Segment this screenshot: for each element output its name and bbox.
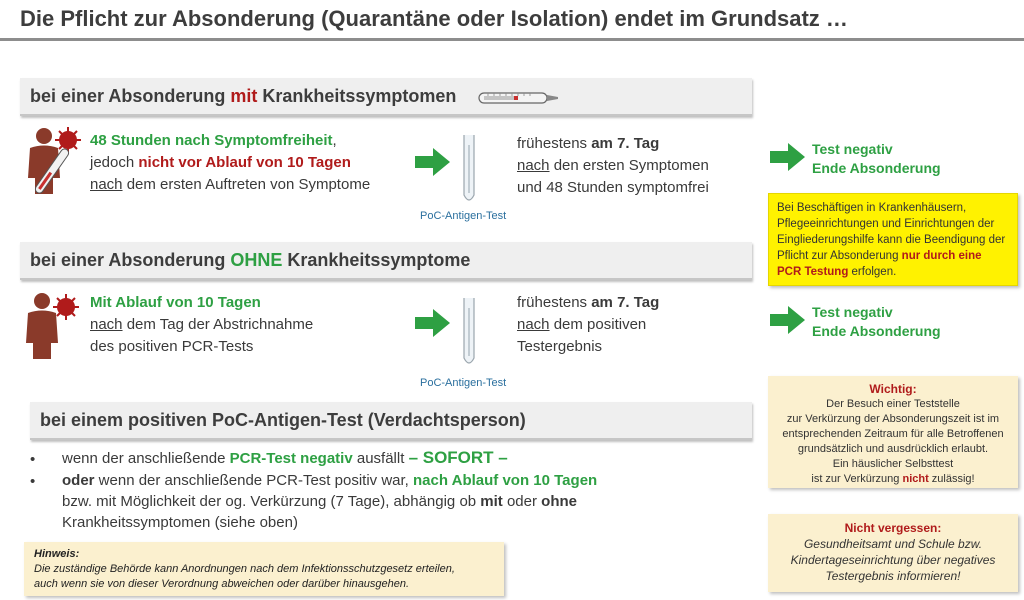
heading-post: Krankheitssymptome [282,250,471,270]
s2-right3: Testergebnis [517,338,603,355]
arrow-right-icon [770,305,806,335]
section-heading-poc-positive: bei einem positiven PoC-Antigen-Test (Verdachtsperson) [30,402,752,440]
s2-right2-underline: nach [517,316,550,333]
s2-line2 [90,314,313,336]
s3-b2-l2-pre: bzw. mit Möglichkeit der og. Verkürzung (7 Tage), abhängig ob [62,493,481,510]
forget-note-head: Nicht vergessen: [844,521,942,535]
s3-b2-l2-mit: mit [480,493,503,510]
s1-right3: und 48 Stunden symptomfrei [517,179,709,196]
yellow-note-tail: erfolgen. [848,266,897,278]
s3-bullet2 [62,470,597,492]
s1-line2-red: nicht vor Ablauf von 10 Tagen [138,154,351,171]
s2-result-ende: Ende Absonderung [812,323,941,339]
sick-person-icon [22,291,82,361]
hint-note-line: Die zuständige Behörde kann Anordnungen nach dem Infektionsschutzgesetz erteilen, [34,563,455,575]
s3-b1-green: PCR-Test negativ [229,450,353,467]
heading-post: Krankheitssymptomen [257,86,457,106]
s1-right2-underline: nach [517,157,550,174]
title-divider [0,38,1024,41]
s2-line2-underline: nach [90,316,123,333]
s1-line3-underline: nach [90,176,123,193]
sick-person-thermometer-icon [22,126,84,196]
important-note [768,376,1018,488]
s2-line1 [90,292,261,314]
heading-em: OHNE [230,250,283,270]
s3-b1-pre: wenn der anschließende [62,450,230,467]
important-note-line [774,472,1012,487]
bullet-dot: • [30,451,36,468]
s2-line2-rest: dem Tag der Abstrichnahme [122,316,314,333]
s1-result-ende: Ende Absonderung [812,160,941,176]
arrow-right-icon [415,308,451,338]
important-note-line: entsprechenden Zeitraum für alle Betroffenen [782,428,1004,440]
s2-right1-bold: am 7. Tag [591,294,660,311]
important-note-line: Der Besuch einer Teststelle [826,398,960,410]
s3-b2-green: nach Ablauf von 10 Tagen [413,472,598,489]
s3-bullet2-line2 [62,491,577,513]
yellow-note-red: nur durch eine PCR Testung [777,250,982,278]
s1-line1-green: 48 Stunden nach Symptomfreiheit [90,132,333,149]
s1-right1-pre: frühestens [517,135,592,152]
forget-note-line: Gesundheitsamt und Schule bzw. [803,537,983,551]
s1-line1-tail: , [332,132,337,149]
bullet-dot: • [30,473,36,490]
s1-line3 [90,174,370,196]
s3-bullet2-line3: Krankheitssymptomen (siehe oben) [62,514,298,531]
thermometer-icon [478,89,560,107]
forget-note-line: Kindertageseinrichtung über negatives [790,553,996,567]
important-note-l6-pre: ist zur Verkürzung [811,473,903,485]
important-note-line: grundsätzlich und ausdrücklich erlaubt. [797,443,989,455]
yellow-note [768,193,1018,286]
page-title: Die Pflicht zur Absonderung (Quarantäne oder Isolation) endet im Grundsatz … [20,6,848,31]
important-note-l6-post: zulässig! [928,473,975,485]
test-tube-icon [462,298,476,368]
important-note-head: Wichtig: [869,382,917,396]
s3-b2-bold: oder [62,472,95,489]
s1-result-test-negativ: Test negativ [812,141,893,157]
s1-right1-bold: am 7. Tag [591,135,660,152]
forget-note [768,514,1018,592]
heading-pre: bei einer Absonderung [30,86,231,106]
s1-line2 [90,152,351,174]
s1-right2 [517,155,709,177]
s2-right1 [517,292,659,314]
important-note-line: Ein häuslicher Selbsttest [832,458,954,470]
s1-test-label: PoC-Antigen-Test [420,210,507,222]
yellow-note-text: Bei Beschäftigen in Krankenhäusern, Pflegeeinrichtungen und Einrichtungen der Eingliederungshilfe kann die Beendigung der Pflicht zur Absonderung [777,202,1006,262]
s1-line1 [90,130,337,152]
section-heading-without-symptoms [20,242,752,280]
s1-right1 [517,133,659,155]
hint-note [24,542,504,596]
arrow-right-icon [770,142,806,172]
s2-line1-green: Mit Ablauf von 10 Tagen [90,294,261,311]
s3-b1-mid: ausfällt [352,450,409,467]
s2-right2-rest: dem positiven [549,316,647,333]
s2-right1-pre: frühestens [517,294,592,311]
s3-b2-l2-mid: oder [502,493,542,510]
s2-test-label: PoC-Antigen-Test [420,377,507,389]
test-tube-icon [462,135,476,205]
s1-line2-pre: jedoch [90,154,139,171]
s3-b2-l2-ohne: ohne [541,493,577,510]
s3-b2-mid: wenn der anschließende PCR-Test positiv war, [94,472,413,489]
s2-result-test-negativ: Test negativ [812,304,893,320]
heading-pre: bei einer Absonderung [30,250,231,270]
heading-em: mit [230,86,258,106]
hint-note-line: auch wenn sie von dieser Verordnung abweichen oder darüber hinausgehen. [34,578,410,590]
section-heading-with-symptoms [20,78,752,116]
arrow-right-icon [415,147,451,177]
s1-right2-rest: den ersten Symptomen [549,157,709,174]
important-note-l6-red: nicht [902,473,929,485]
important-note-line: zur Verkürzung der Absonderungszeit ist im [786,413,1000,425]
hint-note-head: Hinweis: [34,548,80,560]
s2-right2 [517,314,646,336]
s1-line3-rest: dem ersten Auftreten von Symptome [122,176,371,193]
forget-note-line: Testergebnis informieren! [825,569,961,583]
s3-b1-sofort: – SOFORT – [408,448,508,467]
s3-bullet1 [62,447,508,470]
s2-line3: des positiven PCR-Tests [90,338,254,355]
